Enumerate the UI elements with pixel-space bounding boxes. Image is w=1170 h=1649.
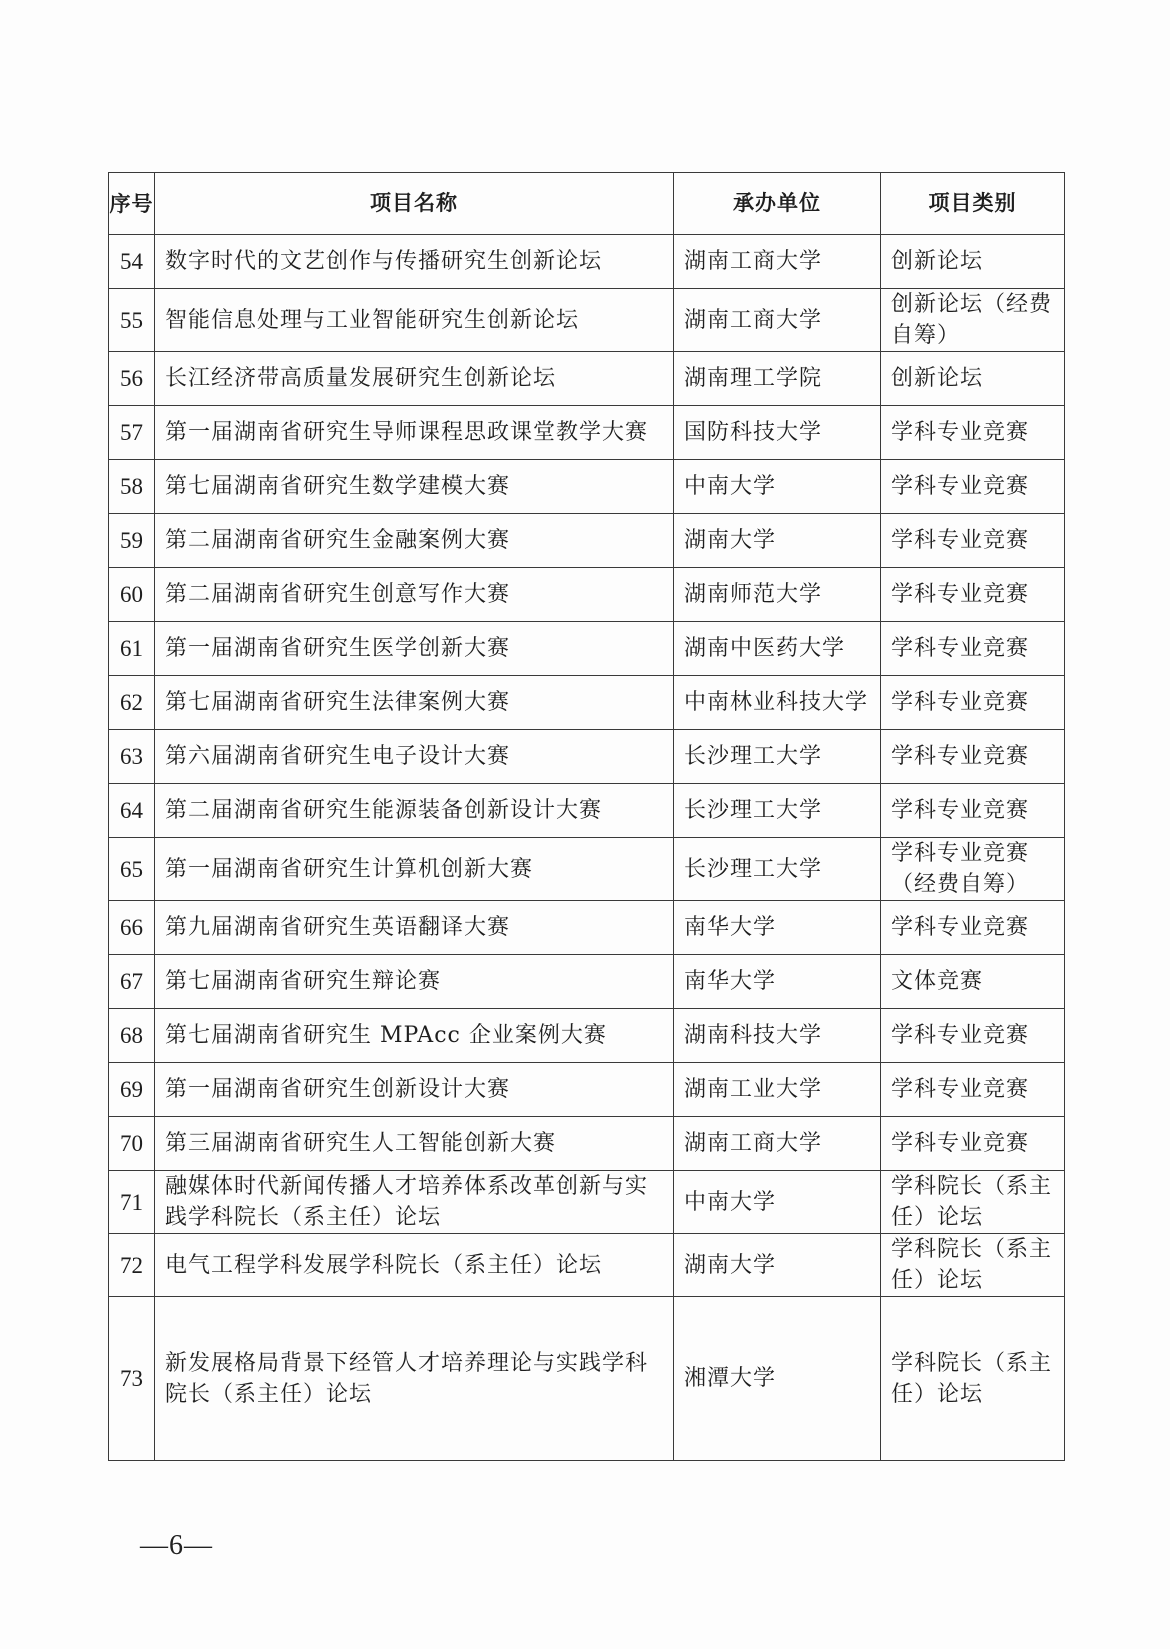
table-row [109,1117,1065,1171]
serial-number: 65 [109,838,155,901]
table-row [109,1009,1065,1063]
project-name: 数字时代的文艺创作与传播研究生创新论坛 [155,235,674,289]
project-name: 第一届湖南省研究生创新设计大赛 [155,1063,674,1117]
category: 学科专业竞赛 [881,406,1065,460]
serial-number: 60 [109,568,155,622]
category: 学科专业竞赛 [881,1009,1065,1063]
organizer: 湖南科技大学 [674,1009,881,1063]
organizer: 南华大学 [674,901,881,955]
serial-number: 68 [109,1009,155,1063]
category: 学科专业竞赛 [881,460,1065,514]
category: 学科专业竞赛 [881,784,1065,838]
project-name: 第六届湖南省研究生电子设计大赛 [155,730,674,784]
organizer: 湖南理工学院 [674,352,881,406]
table-row [109,838,1065,901]
project-name: 第一届湖南省研究生医学创新大赛 [155,622,674,676]
organizer: 湖南师范大学 [674,568,881,622]
category: 创新论坛 [881,235,1065,289]
table-row [109,955,1065,1009]
project-name: 融媒体时代新闻传播人才培养体系改革创新与实践学科院长（系主任）论坛 [155,1171,674,1234]
serial-number: 61 [109,622,155,676]
category: 学科院长（系主任）论坛 [881,1171,1065,1234]
serial-number: 55 [109,289,155,352]
table-row [109,406,1065,460]
table-row [109,1171,1065,1234]
category: 学科院长（系主任）论坛 [881,1234,1065,1297]
project-name: 第七届湖南省研究生 MPAcc 企业案例大赛 [155,1009,674,1063]
serial-number: 58 [109,460,155,514]
table-row [109,1063,1065,1117]
serial-number: 63 [109,730,155,784]
organizer: 南华大学 [674,955,881,1009]
table-row [109,514,1065,568]
project-name: 新发展格局背景下经管人才培养理论与实践学科院长（系主任）论坛 [155,1297,674,1461]
project-name: 第一届湖南省研究生导师课程思政课堂教学大赛 [155,406,674,460]
serial-number: 72 [109,1234,155,1297]
serial-number: 70 [109,1117,155,1171]
table-row [109,352,1065,406]
project-list-table [108,172,1065,1461]
serial-number: 67 [109,955,155,1009]
organizer: 长沙理工大学 [674,838,881,901]
table-row [109,622,1065,676]
header-organizer: 承办单位 [674,173,881,235]
organizer: 湖南工业大学 [674,1063,881,1117]
table-row [109,730,1065,784]
category: 学科院长（系主任）论坛 [881,1297,1065,1461]
category: 学科专业竞赛 [881,1063,1065,1117]
organizer: 中南林业科技大学 [674,676,881,730]
table-row [109,676,1065,730]
category: 学科专业竞赛 [881,676,1065,730]
project-name: 第九届湖南省研究生英语翻译大赛 [155,901,674,955]
serial-number: 66 [109,901,155,955]
project-name: 第七届湖南省研究生数学建模大赛 [155,460,674,514]
table-row [109,1234,1065,1297]
table-row [109,235,1065,289]
serial-number: 56 [109,352,155,406]
project-name: 第二届湖南省研究生创意写作大赛 [155,568,674,622]
header-serial-number: 序号 [109,173,155,235]
serial-number: 71 [109,1171,155,1234]
organizer: 湖南工商大学 [674,235,881,289]
organizer: 湖南工商大学 [674,289,881,352]
category: 学科专业竞赛 [881,730,1065,784]
serial-number: 64 [109,784,155,838]
project-name: 第二届湖南省研究生能源装备创新设计大赛 [155,784,674,838]
category: 创新论坛（经费自筹） [881,289,1065,352]
header-category: 项目类别 [881,173,1065,235]
header-project-name: 项目名称 [155,173,674,235]
organizer: 湖南大学 [674,1234,881,1297]
table-row [109,460,1065,514]
table-row [109,1297,1065,1461]
project-name: 电气工程学科发展学科院长（系主任）论坛 [155,1234,674,1297]
project-name: 第三届湖南省研究生人工智能创新大赛 [155,1117,674,1171]
category: 文体竞赛 [881,955,1065,1009]
organizer: 长沙理工大学 [674,730,881,784]
project-name: 长江经济带高质量发展研究生创新论坛 [155,352,674,406]
category: 学科专业竞赛 [881,568,1065,622]
project-name: 第七届湖南省研究生法律案例大赛 [155,676,674,730]
project-name: 第二届湖南省研究生金融案例大赛 [155,514,674,568]
table-row [109,568,1065,622]
serial-number: 59 [109,514,155,568]
category: 学科专业竞赛 [881,514,1065,568]
table-row [109,784,1065,838]
project-name: 智能信息处理与工业智能研究生创新论坛 [155,289,674,352]
category: 学科专业竞赛 [881,1117,1065,1171]
organizer: 湖南中医药大学 [674,622,881,676]
category: 学科专业竞赛 [881,901,1065,955]
page-number: —6— [140,1530,213,1561]
category: 学科专业竞赛（经费自筹） [881,838,1065,901]
organizer: 长沙理工大学 [674,784,881,838]
serial-number: 69 [109,1063,155,1117]
serial-number: 73 [109,1297,155,1461]
organizer: 湖南工商大学 [674,1117,881,1171]
category: 学科专业竞赛 [881,622,1065,676]
serial-number: 62 [109,676,155,730]
serial-number: 54 [109,235,155,289]
organizer: 湘潭大学 [674,1297,881,1461]
table-header-row [109,173,1065,235]
category: 创新论坛 [881,352,1065,406]
organizer: 国防科技大学 [674,406,881,460]
organizer: 中南大学 [674,1171,881,1234]
table-row [109,289,1065,352]
project-name: 第一届湖南省研究生计算机创新大赛 [155,838,674,901]
project-name: 第七届湖南省研究生辩论赛 [155,955,674,1009]
organizer: 湖南大学 [674,514,881,568]
serial-number: 57 [109,406,155,460]
organizer: 中南大学 [674,460,881,514]
table-row [109,901,1065,955]
